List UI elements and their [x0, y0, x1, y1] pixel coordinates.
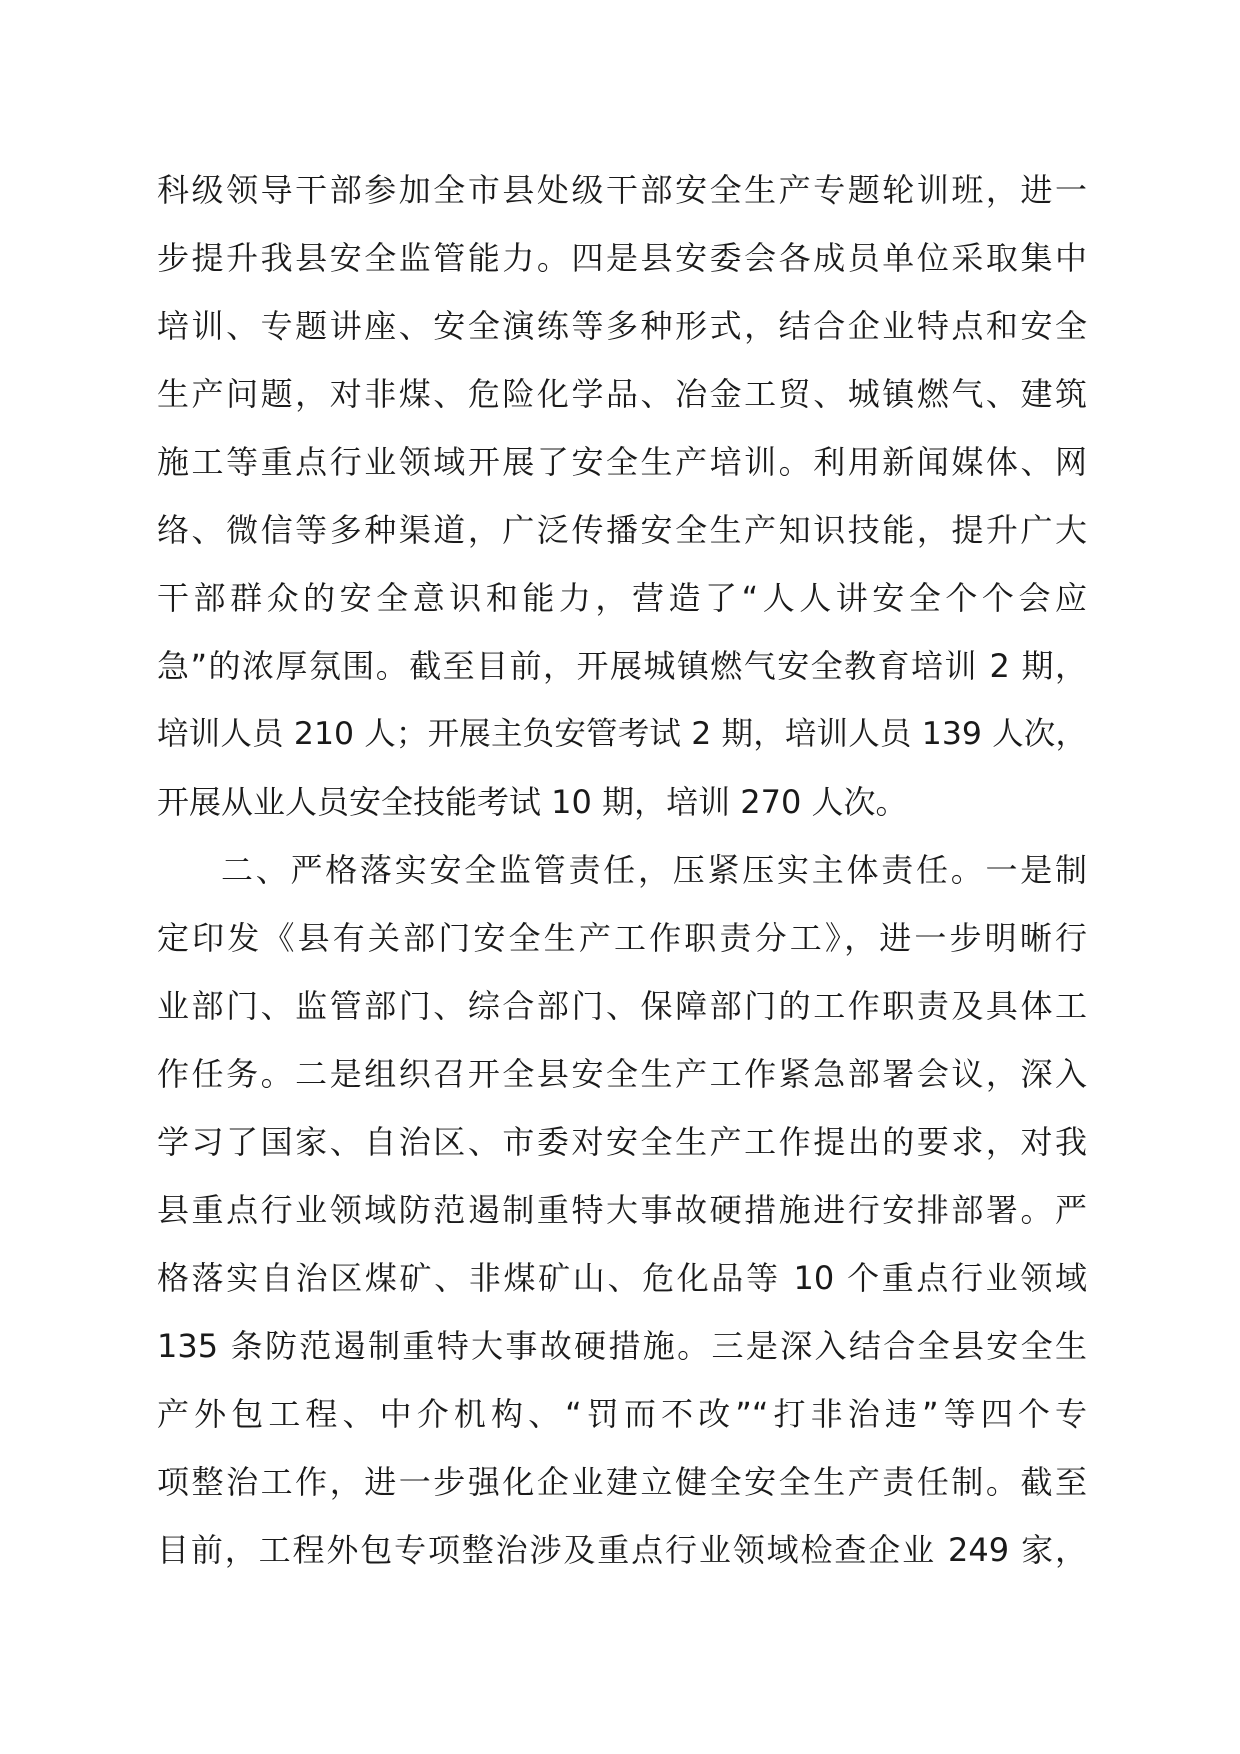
paragraph-line: 项整治工作，进一步强化企业建立健全安全生产责任制。截至: [157, 1463, 1087, 1501]
paragraph-line: 生产问题，对非煤、危险化学品、冶金工贸、城镇燃气、建筑: [157, 375, 1087, 413]
paragraph-line: 作任务。二是组织召开全县安全生产工作紧急部署会议，深入: [157, 1055, 1087, 1093]
paragraph-line: 开展从业人员安全技能考试 10 期，培训 270 人次。: [157, 783, 908, 821]
paragraph-line: 目前，工程外包专项整治涉及重点行业领域检查企业 249 家，: [157, 1531, 1087, 1569]
paragraph-line: 施工等重点行业领域开展了安全生产培训。利用新闻媒体、网: [157, 443, 1087, 481]
paragraph-line: 科级领导干部参加全市县处级干部安全生产专题轮训班，进一: [157, 171, 1087, 209]
paragraph-line: 产外包工程、中介机构、“罚而不改”“打非治违”等四个专: [157, 1395, 1087, 1433]
paragraph-line: 业部门、监管部门、综合部门、保障部门的工作职责及具体工: [157, 987, 1087, 1025]
paragraph-line: 二、严格落实安全监管责任，压紧压实主体责任。一是制: [221, 851, 1087, 889]
paragraph-line: 步提升我县安全监管能力。四是县安委会各成员单位采取集中: [157, 239, 1087, 277]
paragraph-line: 培训人员 210 人；开展主负安管考试 2 期，培训人员 139 人次，: [157, 716, 1087, 752]
paragraph-line: 培训、专题讲座、安全演练等多种形式，结合企业特点和安全: [157, 307, 1087, 345]
paragraph-line: 县重点行业领域防范遏制重特大事故硬措施进行安排部署。严: [157, 1191, 1087, 1229]
paragraph-line: 干部群众的安全意识和能力，营造了“人人讲安全个个会应: [157, 579, 1087, 617]
paragraph-line: 135 条防范遏制重特大事故硬措施。三是深入结合全县安全生: [157, 1327, 1087, 1365]
paragraph-line: 格落实自治区煤矿、非煤矿山、危化品等 10 个重点行业领域: [157, 1259, 1087, 1297]
paragraph-line: 络、微信等多种渠道，广泛传播安全生产知识技能，提升广大: [157, 511, 1087, 549]
paragraph-line: 学习了国家、自治区、市委对安全生产工作提出的要求，对我: [157, 1123, 1087, 1161]
paragraph-line: 急”的浓厚氛围。截至目前，开展城镇燃气安全教育培训 2 期，: [157, 647, 1087, 685]
paragraph-line: 定印发《县有关部门安全生产工作职责分工》，进一步明晰行: [157, 919, 1087, 957]
